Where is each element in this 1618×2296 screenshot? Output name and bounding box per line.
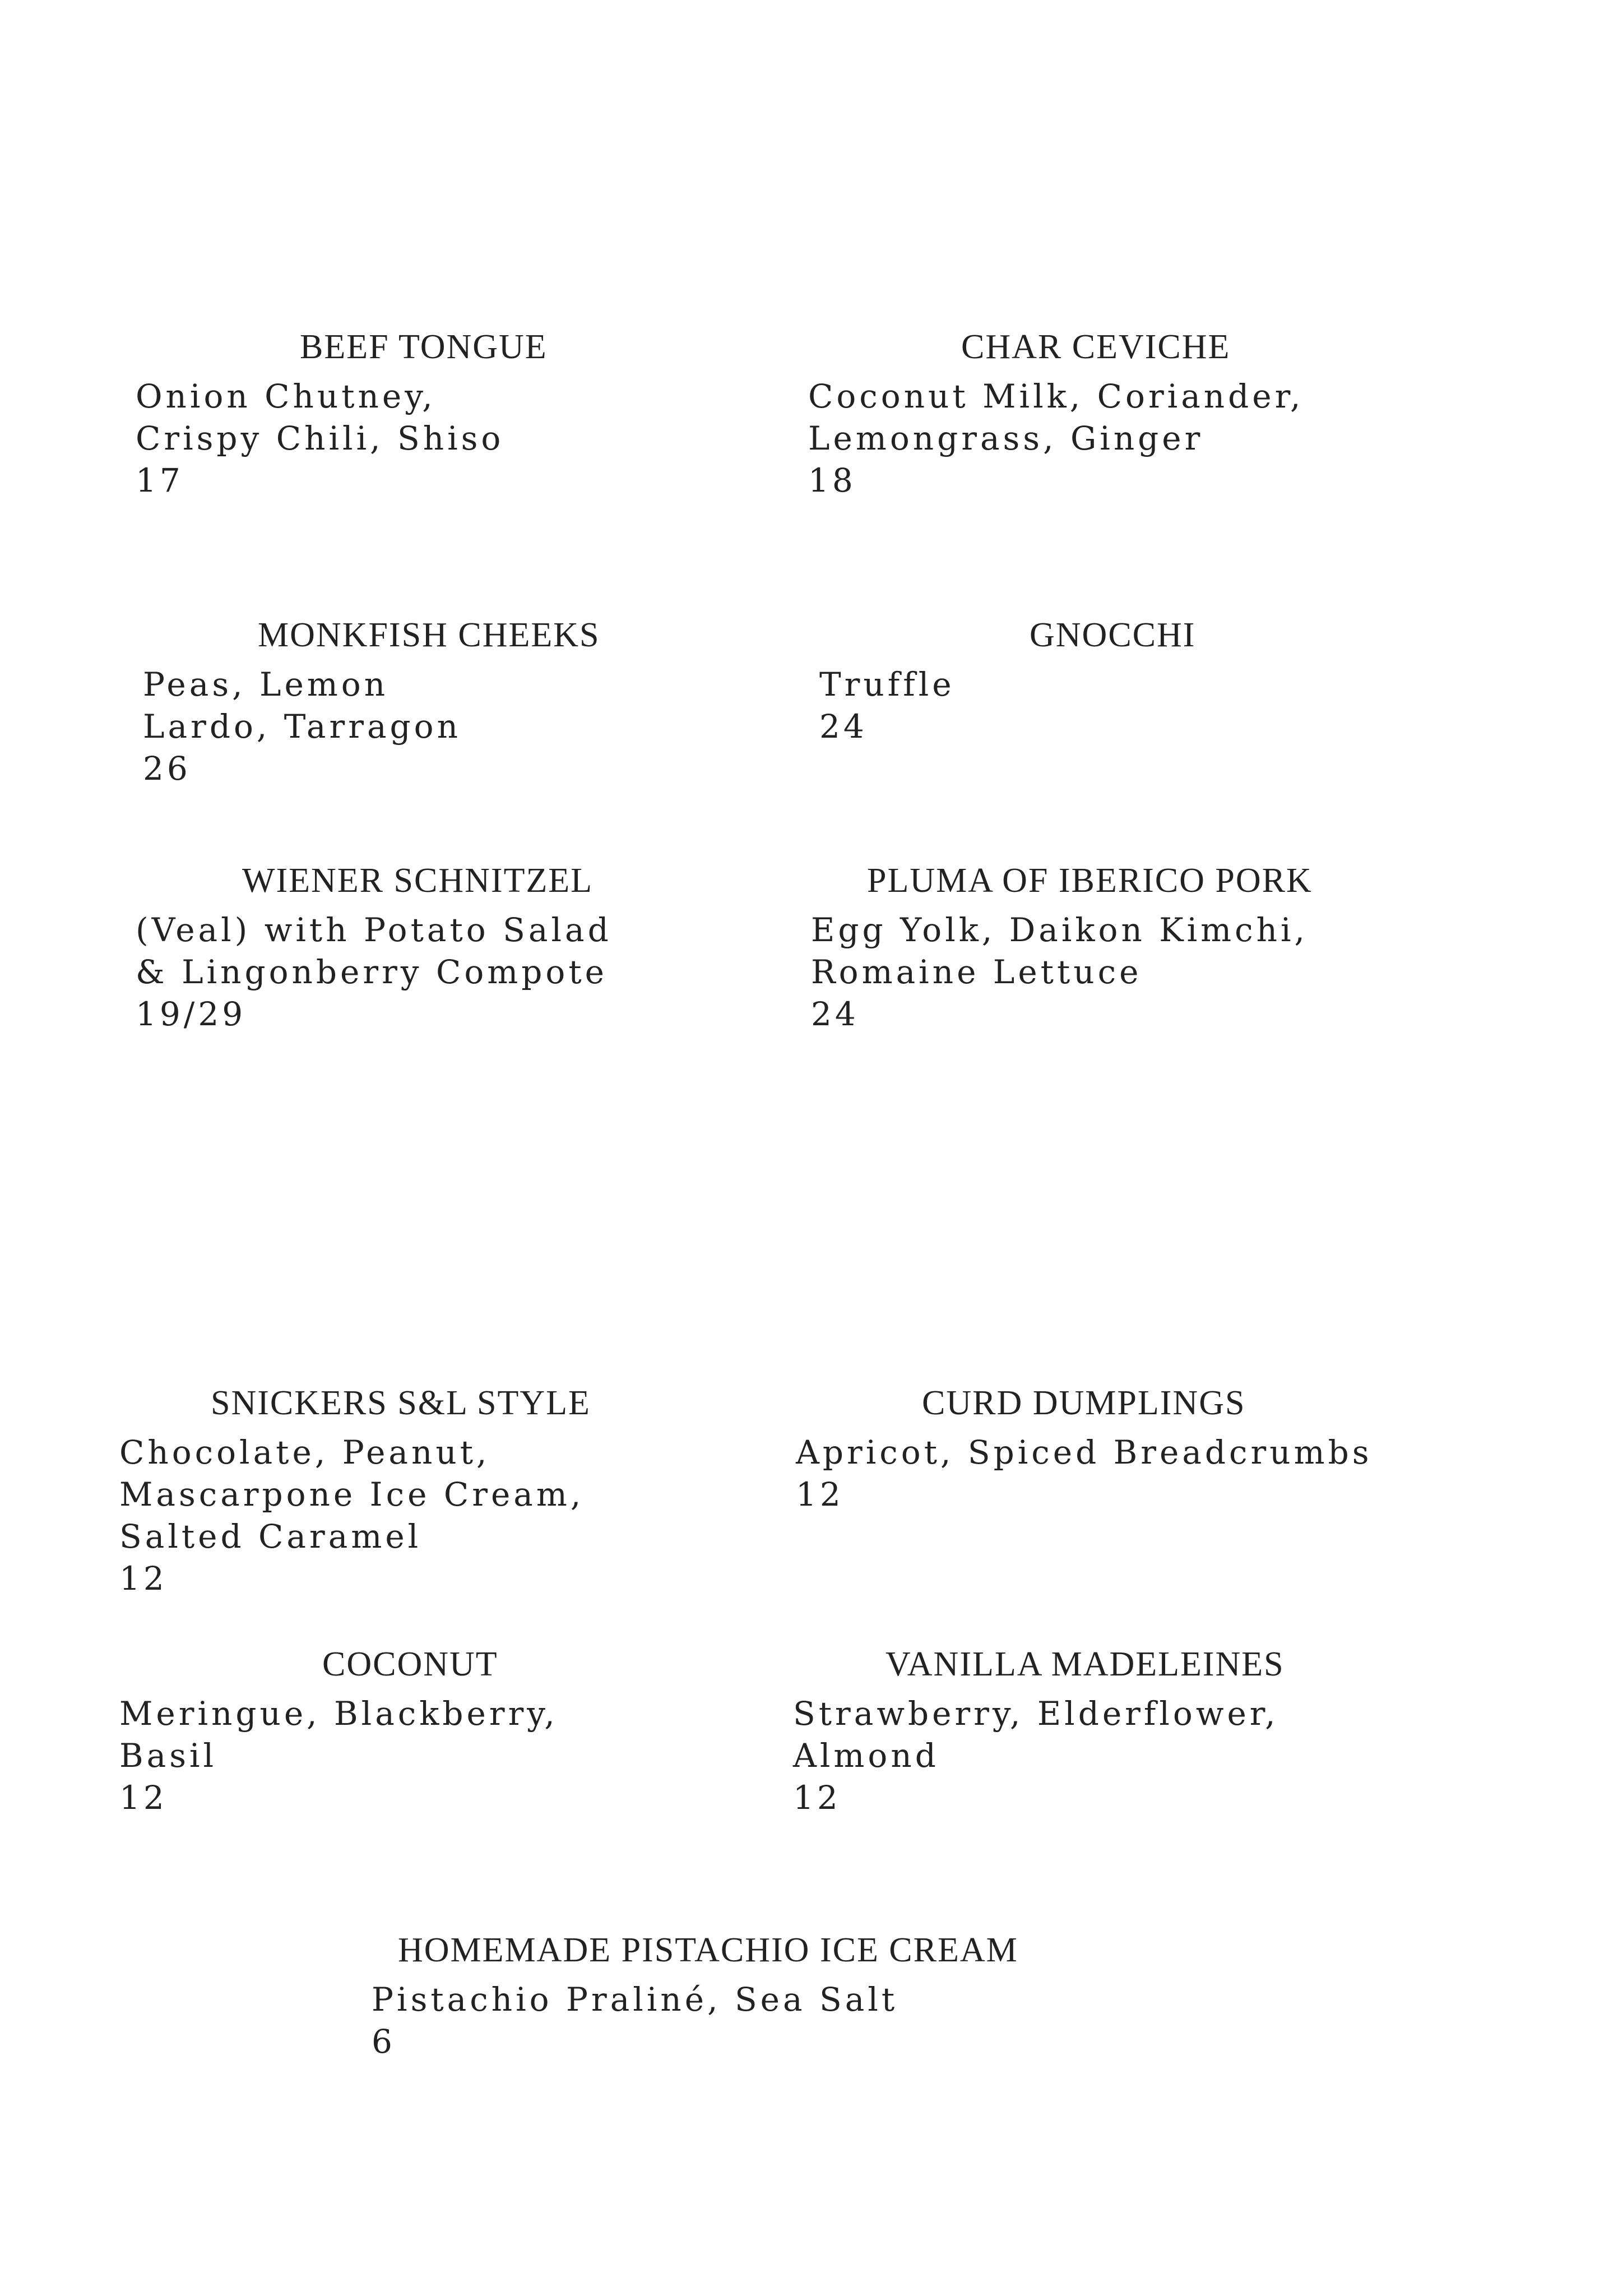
dish-description [143,664,461,790]
dish-description-line: Onion Chutney, [136,377,436,415]
dish-title: GNOCCHI [1030,616,1196,654]
dish-description-line: & Lingonberry Compote [136,953,608,991]
dish-price: 24 [811,995,859,1033]
dish-description [372,1979,898,2063]
dish-price: 12 [796,1475,844,1513]
dish-title: SNICKERS S&L STYLE [211,1384,591,1422]
dish-price: 12 [119,1779,168,1817]
dish-description [136,376,504,502]
dish-description-line: Egg Yolk, Daikon Kimchi, [811,911,1308,949]
dish-description [811,909,1308,1035]
dish-price: 19/29 [136,995,247,1033]
dish-price: 6 [372,2022,396,2061]
dish-description-line: Meringue, Blackberry, [119,1695,558,1733]
dish-description-line: Chocolate, Peanut, [119,1433,490,1471]
dish-price: 12 [119,1559,168,1598]
dish-title: MONKFISH CHEEKS [258,616,600,654]
dish-title: VANILLA MADELEINES [886,1645,1285,1683]
dish-description [119,1432,584,1600]
dish-description-line: Pistachio Praliné, Sea Salt [372,1980,898,2019]
dish-description-line: Peas, Lemon [143,665,389,703]
dish-description [808,376,1304,502]
dish-title: HOMEMADE PISTACHIO ICE CREAM [398,1931,1018,1969]
dish-title: WIENER SCHNITZEL [242,862,594,900]
dish-description-line: Truffle [819,665,955,703]
dish-price: 17 [136,461,184,499]
dish-description-line: Crispy Chili, Shiso [136,419,504,457]
dish-description-line: Basil [119,1737,217,1775]
dish-description [819,664,955,748]
dish-description-line: Lemongrass, Ginger [808,419,1204,457]
dish-description [136,909,612,1035]
dish-description [793,1693,1279,1819]
dish-title: COCONUT [322,1645,498,1683]
dish-description-line: Almond [793,1737,939,1775]
dish-description-line: Coconut Milk, Coriander, [808,377,1304,415]
dish-title: CURD DUMPLINGS [922,1384,1246,1422]
dish-description-line: Mascarpone Ice Cream, [119,1475,585,1513]
dish-description [119,1693,558,1819]
dish-description-line: Apricot, Spiced Breadcrumbs [796,1433,1373,1471]
dish-description [796,1432,1373,1516]
dish-price: 12 [793,1779,841,1817]
dish-price: 18 [808,461,856,499]
dish-title: PLUMA OF IBERICO PORK [867,862,1313,900]
dish-description-line: Romaine Lettuce [811,953,1142,991]
dish-price: 24 [819,707,868,746]
dish-description-line: Salted Caramel [119,1517,422,1556]
dish-title: CHAR CEVICHE [961,328,1231,366]
dish-description-line: (Veal) with Potato Salad [136,911,612,949]
dish-description-line: Strawberry, Elderflower, [793,1695,1279,1733]
dish-price: 26 [143,749,191,788]
dish-description-line: Lardo, Tarragon [143,707,461,746]
dish-title: BEEF TONGUE [300,328,548,366]
